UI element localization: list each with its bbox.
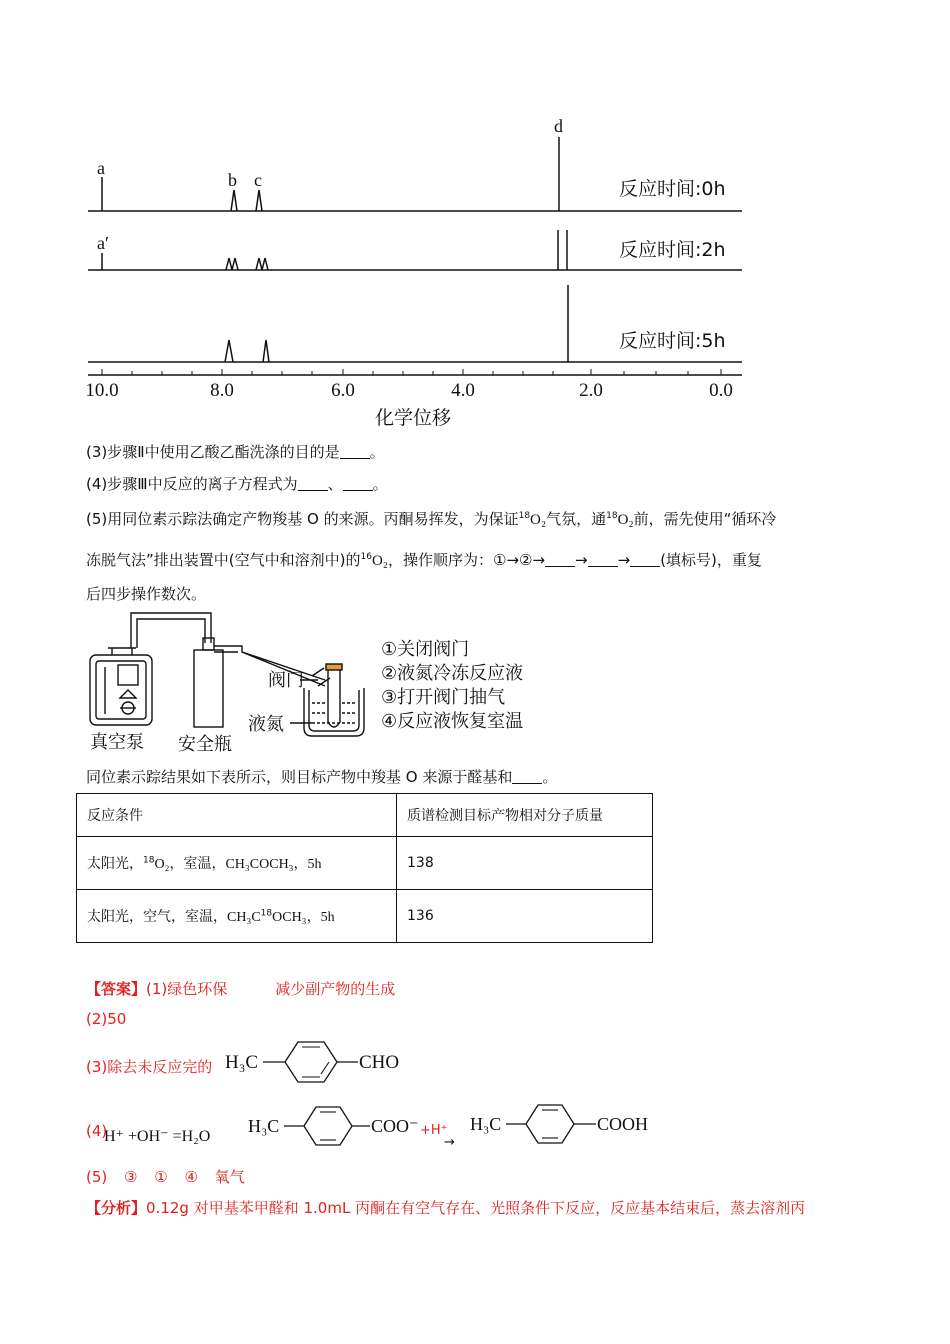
vacuum-pump-label: 真空泵	[90, 732, 144, 753]
tracer-question: 同位素示踪结果如下表所示，则目标产物中羧基 O 来源于醛基和 。	[86, 768, 558, 786]
peak-c-2h	[256, 258, 268, 270]
answer-blank[interactable]	[343, 476, 373, 491]
answer-blank[interactable]	[630, 552, 660, 567]
peak-label-d: d	[554, 116, 563, 136]
answer-1: 【答案】(1)绿色环保 减少副产物的生成	[86, 980, 396, 998]
apparatus-figure	[0, 600, 560, 760]
svg-text:H₃C: H₃C	[470, 1114, 502, 1134]
question-5-line-2: 冻脱气法”排出装置中(空气中和溶剂中)的$^{16}$O₂，操作顺序为：①→②→ → → (填标号)，重复	[86, 551, 762, 569]
svg-text:+H⁺: +H⁺	[420, 1123, 448, 1138]
answer-tag: 【答案】	[86, 980, 147, 998]
safety-bottle-label: 安全瓶	[178, 734, 232, 755]
question-5-line-3: 后四步操作数次。	[86, 585, 207, 603]
trace-label-0h: 反应时间:0h	[619, 178, 726, 200]
trace-label-5h: 反应时间:5h	[619, 330, 726, 352]
trace-label-2h: 反应时间:2h	[619, 239, 726, 261]
tick-label-6: 6.0	[331, 380, 355, 401]
answer-5: (5) ③ ① ④ 氧气	[86, 1168, 245, 1186]
peak-c-0h	[256, 190, 262, 211]
tick-label-0: 0.0	[709, 380, 733, 401]
table-cell: 138	[397, 837, 653, 890]
question-5-line-1: (5)用同位素示踪法确定产物羧基 O 的来源。丙酮易挥发，为保证$^{18}$O₂气氛，通$^{18}$O₂前，需先使用“循环冷	[86, 510, 777, 528]
table-header: 质谱检测目标产物相对分子质量	[397, 794, 653, 837]
answer-blank[interactable]	[340, 444, 370, 459]
answer-blank[interactable]	[588, 552, 618, 567]
analysis-tag: 【分析】	[86, 1199, 147, 1217]
peak-b-2h	[226, 258, 238, 270]
peak-label-a: a	[97, 158, 105, 178]
answer-blank[interactable]	[298, 476, 328, 491]
p-toluate-structure	[248, 1102, 668, 1150]
svg-text:CHO: CHO	[359, 1052, 400, 1073]
liquid-nitrogen-label: 液氮	[248, 714, 284, 735]
tick-label-4: 4.0	[451, 380, 475, 401]
table-cell: 太阳光，$^{18}$O₂，室温，CH₃COCH₃，5h	[77, 837, 397, 890]
peak-c-5h	[263, 340, 269, 362]
table-cell: 136	[397, 890, 653, 943]
safety-bottle	[194, 650, 223, 727]
analysis: 【分析】0.12g 对甲基苯甲醛和 1.0mL 丙酮在有空气存在、光照条件下反应，反应基本结束后，蒸去溶剂丙	[86, 1199, 806, 1217]
peak-label-b: b	[228, 170, 237, 190]
table-cell: 太阳光，空气，室温，$CH_3C^{18}OCH_3$，5h	[77, 890, 397, 943]
answer-4-prefix: (4)	[86, 1122, 108, 1140]
answer-4-equation: H⁺ +OH⁻ =H₂O	[104, 1128, 211, 1145]
step-3: ③打开阀门抽气	[381, 687, 506, 708]
answer-2: (2)50	[86, 1010, 127, 1028]
x-axis-ticks	[102, 369, 721, 375]
peak-b-0h	[231, 190, 237, 211]
question-3: (3)步骤Ⅱ中使用乙酸乙酯洗涤的目的是 。	[86, 443, 385, 461]
step-4: ④反应液恢复室温	[381, 711, 524, 732]
svg-text:COO⁻: COO⁻	[371, 1116, 419, 1136]
answer-blank[interactable]	[545, 552, 575, 567]
svg-text:→: →	[444, 1135, 455, 1150]
svg-text:H₃C: H₃C	[248, 1116, 280, 1136]
peak-label-c: c	[254, 170, 262, 190]
answer-3: (3)除去未反应完的	[86, 1058, 213, 1076]
question-4: (4)步骤Ⅲ中反应的离子方程式为 、 。	[86, 475, 388, 493]
nmr-spectra-figure	[0, 0, 950, 440]
x-axis-label: 化学位移	[374, 407, 452, 429]
svg-text:COOH: COOH	[597, 1114, 649, 1134]
tick-label-2: 2.0	[579, 380, 603, 401]
tick-label-10: 10.0	[85, 380, 119, 401]
svg-text:H₃C: H₃C	[225, 1052, 259, 1073]
answer-blank[interactable]	[512, 769, 542, 784]
table-row	[77, 837, 653, 890]
p-tolualdehyde-structure	[225, 1038, 415, 1086]
table-row	[77, 890, 653, 943]
valve-label: 阀门	[268, 670, 304, 691]
liquid-nitrogen-dewar	[304, 688, 364, 736]
peak-b-5h	[225, 340, 233, 362]
step-1: ①关闭阀门	[381, 639, 470, 660]
tracer-results-table	[76, 793, 653, 943]
peak-label-a-prime: a′	[97, 233, 109, 253]
table-header: 反应条件	[77, 794, 397, 837]
step-2: ②液氮冷冻反应液	[381, 663, 524, 684]
tick-label-8: 8.0	[210, 380, 234, 401]
